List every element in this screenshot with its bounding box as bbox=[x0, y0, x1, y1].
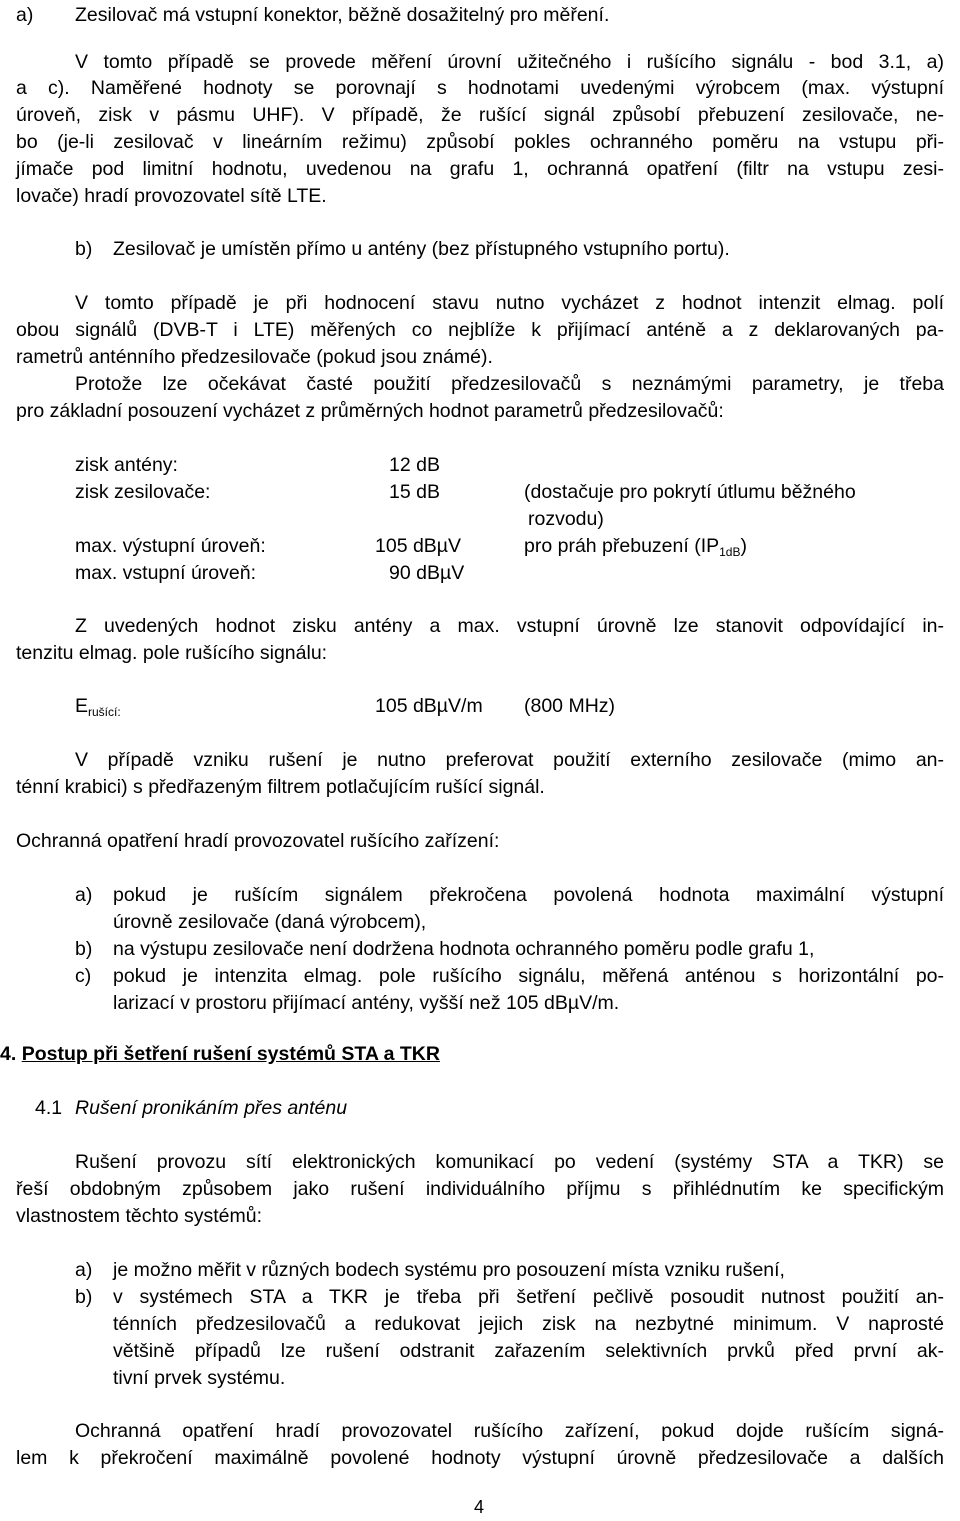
paragraph-line: V případě vzniku rušení je nutno preferovat použití externího zesilovače (mimo an- bbox=[75, 749, 944, 771]
param-label: max. výstupní úroveň: bbox=[75, 535, 266, 557]
param-value: 15 dB bbox=[389, 481, 440, 503]
section-a-heading: Zesilovač má vstupní konektor, běžně dosažitelný pro měření. bbox=[75, 4, 610, 26]
paragraph-line: V tomto případě se provede měření úrovní užitečného i rušícího signálu - bod 3.1, a) bbox=[75, 51, 944, 73]
field-symbol bbox=[75, 695, 121, 717]
param-value: 90 dBµV bbox=[389, 562, 465, 584]
item-label-a: a) bbox=[16, 4, 34, 26]
item-label-c: c) bbox=[75, 965, 92, 987]
param-note: rozvodu) bbox=[528, 508, 604, 530]
paragraph-line: vlastnostem těchto systémů: bbox=[16, 1205, 263, 1227]
list-item-line: larizací v prostoru přijímací antény, vyšší než 105 dBµV/m. bbox=[113, 992, 620, 1014]
list-item-line: tivní prvek systému. bbox=[113, 1367, 286, 1389]
item-label-a: a) bbox=[75, 1259, 93, 1281]
protect-title: Ochranná opatření hradí provozovatel rušícího zařízení: bbox=[16, 830, 500, 852]
field-value: 105 dBµV/m bbox=[375, 695, 483, 717]
param-note-subscript: 1dB bbox=[719, 545, 741, 559]
list-item-line: v systémech STA a TKR je třeba při šetření pečlivě posoudit nutnost použití an- bbox=[113, 1286, 944, 1308]
item-label-b: b) bbox=[75, 938, 93, 960]
param-label: zisk antény: bbox=[75, 454, 178, 476]
paragraph-line: ténní krabici) s předřazeným filtrem potlačujícím rušící signál. bbox=[16, 776, 545, 798]
paragraph-line: řeší obdobným způsobem jako rušení individuálního příjmu s přihlédnutím ke specifickým bbox=[16, 1178, 944, 1200]
item-label-b: b) bbox=[75, 238, 93, 260]
list-item-line: pokud je intenzita elmag. pole rušícího signálu, měřená anténou s horizontální po- bbox=[113, 965, 944, 987]
param-value: 105 dBµV bbox=[375, 535, 462, 557]
param-note bbox=[524, 535, 747, 557]
field-symbol-subscript: rušící: bbox=[88, 705, 121, 719]
paragraph-line: úroveň, zisk v pásmu UHF). V případě, že rušící signál způsobí přebuzení zesilovače, ne- bbox=[16, 104, 944, 126]
field-frequency: (800 MHz) bbox=[524, 695, 616, 717]
param-label: zisk zesilovače: bbox=[75, 481, 211, 503]
subsection-number: 4.1 bbox=[35, 1097, 63, 1119]
field-symbol-letter: E bbox=[75, 695, 89, 717]
param-note-text: pro práh přebuzení (IP bbox=[524, 535, 720, 557]
paragraph-line: pro základní posouzení vycházet z průměrných hodnot parametrů předzesilovačů: bbox=[16, 400, 724, 422]
list-item-line: na výstupu zesilovače není dodržena hodnota ochranného poměru podle grafu 1, bbox=[113, 938, 815, 960]
list-item-line: je možno měřit v různých bodech systému pro posouzení místa vzniku rušení, bbox=[113, 1259, 785, 1281]
paragraph-line: V tomto případě je při hodnocení stavu nutno vycházet z hodnot intenzit elmag. polí bbox=[75, 292, 944, 314]
paragraph-line: obou signálů (DVB-T i LTE) měřených co nejblíže k přijímací anténě a z deklarovaných pa- bbox=[16, 319, 944, 341]
list-item-line: většině případů lze rušení odstranit zařazením selektivních prvků před první ak- bbox=[113, 1340, 944, 1362]
paragraph-line: Protože lze očekávat časté použití předzesilovačů s neznámými parametry, je třeba bbox=[75, 373, 944, 395]
paragraph-line: Ochranná opatření hradí provozovatel rušícího zařízení, pokud dojde rušícím signá- bbox=[75, 1420, 944, 1442]
paragraph-line: jímače pod limitní hodnotu, uvedenou na grafu 1, ochranná opatření (filtr na vstupu zesi- bbox=[16, 158, 944, 180]
paragraph-line: a c). Naměřené hodnoty se porovnají s hodnotami uvedenými výrobcem (max. výstupní bbox=[16, 77, 944, 99]
section-heading bbox=[0, 1043, 440, 1065]
list-item-line: úrovně zesilovače (daná výrobcem), bbox=[113, 911, 427, 933]
list-item-line: pokud je rušícím signálem překročena povolená hodnota maximální výstupní bbox=[113, 884, 944, 906]
paragraph-line: lem k překročení maximálně povolené hodnoty výstupní úrovně předzesilovače a dalších bbox=[16, 1447, 944, 1469]
paragraph-line: lovače) hradí provozovatel sítě LTE. bbox=[16, 185, 327, 207]
section-b-heading: Zesilovač je umístěn přímo u antény (bez přístupného vstupního portu). bbox=[113, 238, 730, 260]
list-item-line: ténních předzesilovačů a redukovat jejich zisk na nezbytné minimum. V naprosté bbox=[113, 1313, 944, 1335]
paragraph-line: bo (je-li zesilovač v lineárním režimu) způsobí pokles ochranného poměru na vstupu při- bbox=[16, 131, 944, 153]
paragraph-line: rametrů anténního předzesilovače (pokud jsou známé). bbox=[16, 346, 493, 368]
section-title: Postup při šetření rušení systémů STA a TKR bbox=[21, 1043, 440, 1065]
param-note-end: ) bbox=[740, 535, 747, 557]
param-value: 12 dB bbox=[389, 454, 440, 476]
subsection-title: Rušení pronikáním přes anténu bbox=[75, 1097, 348, 1119]
param-note: (dostačuje pro pokrytí útlumu běžného bbox=[524, 481, 856, 503]
param-label: max. vstupní úroveň: bbox=[75, 562, 257, 584]
item-label-b: b) bbox=[75, 1286, 93, 1308]
section-number: 4. bbox=[0, 1043, 17, 1065]
paragraph-line: Rušení provozu sítí elektronických komunikací po vedení (systémy STA a TKR) se bbox=[75, 1151, 944, 1173]
page-number: 4 bbox=[474, 1497, 485, 1517]
paragraph-line: tenzitu elmag. pole rušícího signálu: bbox=[16, 642, 328, 664]
item-label-a: a) bbox=[75, 884, 93, 906]
paragraph-line: Z uvedených hodnot zisku antény a max. vstupní úrovně lze stanovit odpovídající in- bbox=[75, 615, 944, 637]
